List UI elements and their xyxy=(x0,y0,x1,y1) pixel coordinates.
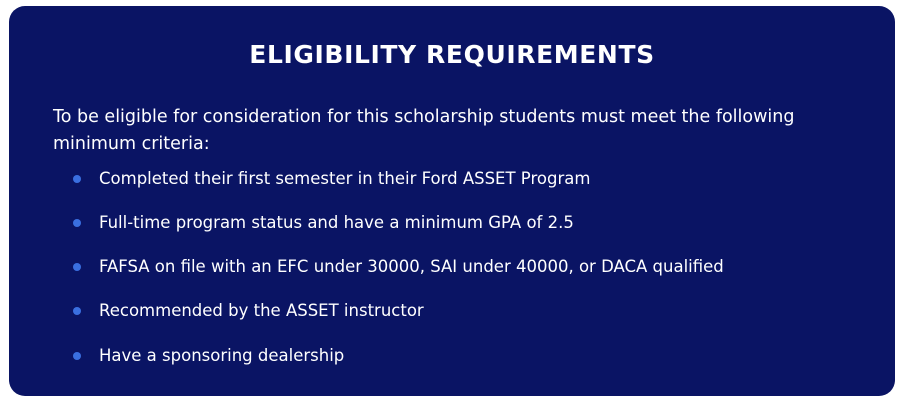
bullet-icon xyxy=(73,175,81,183)
bullet-icon xyxy=(73,219,81,227)
bullet-icon xyxy=(73,263,81,271)
bullet-icon xyxy=(73,352,81,360)
eligibility-requirements-card xyxy=(9,6,895,396)
list-item-label: Full-time program status and have a minimum GPA of 2.5 xyxy=(99,213,574,233)
list-item xyxy=(67,299,851,322)
list-item xyxy=(67,167,851,190)
page-title: ELIGIBILITY REQUIREMENTS xyxy=(249,40,655,69)
intro-paragraph: To be eligible for consideration for this scholarship students must meet the following minimum criteria: xyxy=(53,107,795,154)
list-item xyxy=(67,211,851,234)
list-item-label: Recommended by the ASSET instructor xyxy=(99,301,424,321)
bullet-icon xyxy=(73,307,81,315)
list-item xyxy=(67,255,851,278)
list-item-label: Have a sponsoring dealership xyxy=(99,345,345,365)
list-item xyxy=(67,344,851,367)
list-item-label: FAFSA on file with an EFC under 30000, SAI under 40000, or DACA qualified xyxy=(99,257,724,277)
criteria-list xyxy=(53,167,851,366)
list-item-label: Completed their first semester in their Ford ASSET Program xyxy=(99,169,591,189)
